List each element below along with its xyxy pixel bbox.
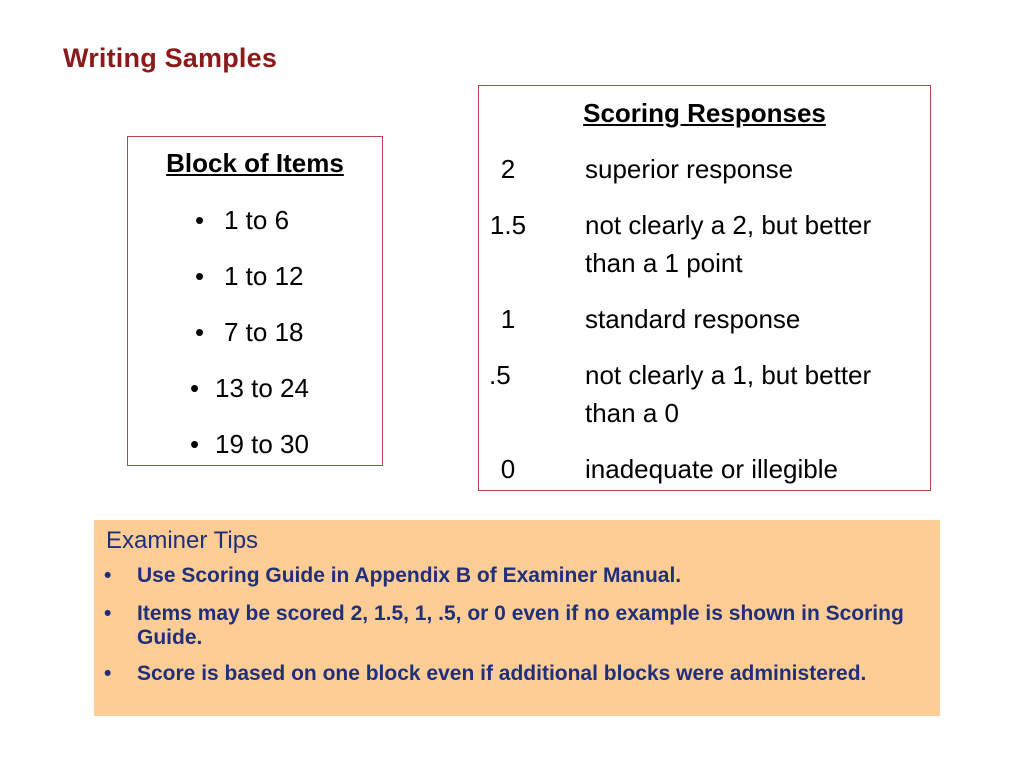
list-item-label: 19 to 30 (215, 429, 309, 459)
scoring-responses-heading: Scoring Responses (583, 98, 826, 128)
list-item-label: 13 to 24 (215, 373, 309, 403)
list-item (128, 315, 382, 371)
list-item-label: 1 to 6 (224, 205, 290, 235)
block-of-items-heading: Block of Items (166, 148, 344, 178)
examiner-tips-heading: Examiner Tips (106, 527, 259, 554)
score-value: .5 (489, 360, 511, 390)
scoring-responses-box (478, 85, 931, 491)
bullet-icon: • (195, 205, 205, 235)
score-description: not clearly a 2, but better than a 1 point (585, 210, 872, 278)
score-description: superior response (585, 154, 794, 184)
tip-text: Score is based on one block even if additional blocks were administered. (137, 662, 867, 685)
list-item (128, 203, 382, 259)
score-description: standard response (585, 304, 801, 334)
list-item-label: 1 to 12 (224, 261, 304, 291)
bullet-icon: • (104, 602, 112, 625)
bullet-icon: • (104, 662, 112, 685)
score-value: 2 (500, 154, 516, 184)
tip-text: Use Scoring Guide in Appendix B of Examiner Manual. (137, 564, 682, 587)
list-item (128, 371, 382, 427)
bullet-icon: • (104, 564, 112, 587)
score-value: 0 (500, 454, 516, 484)
score-description: not clearly a 1, but better than a 0 (585, 360, 872, 428)
tip-text: Items may be scored 2, 1.5, 1, .5, or 0 even if no example is shown in Scoring Guide. (137, 602, 904, 649)
bullet-icon: • (190, 373, 200, 403)
list-item-label: 7 to 18 (224, 317, 304, 347)
page-title: Writing Samples (63, 43, 278, 73)
block-of-items-list (128, 203, 382, 483)
list-item (128, 259, 382, 315)
block-of-items-box (127, 136, 383, 466)
list-item (128, 427, 382, 483)
examiner-tips-panel (94, 520, 940, 716)
bullet-icon: • (195, 317, 205, 347)
bullet-icon: • (195, 261, 205, 291)
score-value: 1.5 (489, 210, 527, 240)
score-value: 1 (500, 304, 516, 334)
bullet-icon: • (190, 429, 200, 459)
score-description: inadequate or illegible (585, 454, 838, 484)
